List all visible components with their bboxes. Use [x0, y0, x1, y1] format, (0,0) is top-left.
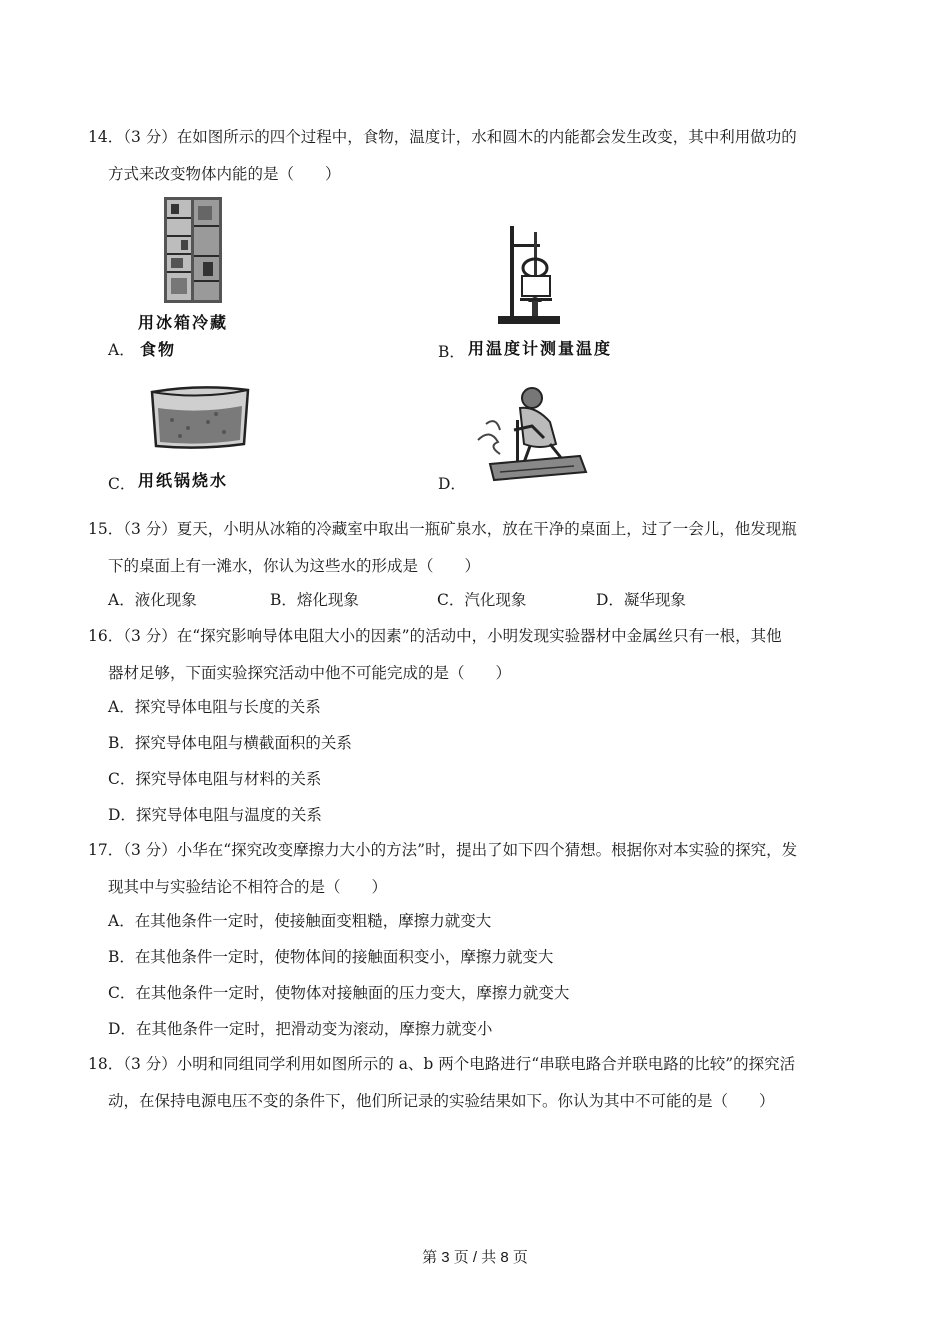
option-a-caption-line2: 食物: [140, 340, 177, 359]
option-c-label: C．: [108, 475, 136, 493]
q15-option-c: C．汽化现象: [437, 591, 527, 609]
q17-stem-line1: 17．（3 分）小华在“探究改变摩擦力大小的方法”时，提出了如下四个猜想。根据你对本实验的探究，发: [88, 841, 798, 859]
q14-stem-line2: 方式来改变物体内能的是（ ）: [108, 165, 341, 183]
q15-option-d: D．凝华现象: [596, 591, 686, 609]
paper-pot-figure: [148, 384, 252, 452]
refrigerator-figure: [163, 196, 223, 304]
option-b-caption: 用温度计测量温度: [468, 339, 613, 358]
q17-stem-line2: 现其中与实验结论不相符合的是（ ）: [108, 878, 388, 896]
option-a-label: A．: [108, 341, 135, 359]
fire-drilling-figure: [470, 380, 594, 488]
q16-option-d: D．探究导体电阻与温度的关系: [108, 806, 322, 824]
q15-stem-line2: 下的桌面上有一滩水，你认为这些水的形成是（ ）: [108, 557, 481, 575]
q15-option-a: A．液化现象: [108, 591, 197, 609]
q16-stem-line2: 器材足够，下面实验探究活动中他不可能完成的是（ ）: [108, 664, 512, 682]
q17-option-a: A．在其他条件一定时，使接触面变粗糙，摩擦力就变大: [108, 912, 492, 930]
q16-stem-line1: 16．（3 分）在“探究影响导体电阻大小的因素”的活动中，小明发现实验器材中金属丝只有一根，其他: [88, 627, 782, 645]
option-d-label: D．: [438, 475, 466, 493]
thermometer-stand-figure: [498, 224, 560, 326]
q15-option-b: B．熔化现象: [270, 591, 359, 609]
q14-stem-line1: 14．（3 分）在如图所示的四个过程中，食物，温度计，水和圆木的内能都会发生改变，其中利用做功的: [88, 128, 797, 146]
q17-option-c: C．在其他条件一定时，使物体对接触面的压力变大，摩擦力就变大: [108, 984, 570, 1002]
option-c-caption: 用纸锅烧水: [138, 471, 229, 490]
option-a-caption-line1: 用冰箱冷藏: [138, 313, 229, 332]
option-b-label: B．: [438, 343, 465, 361]
q15-stem-line1: 15．（3 分）夏天，小明从冰箱的冷藏室中取出一瓶矿泉水，放在干净的桌面上，过了一会儿，他发现瓶: [88, 520, 797, 538]
q16-option-b: B．探究导体电阻与横截面积的关系: [108, 734, 352, 752]
q16-option-c: C．探究导体电阻与材料的关系: [108, 770, 322, 788]
q17-option-d: D．在其他条件一定时，把滑动变为滚动，摩擦力就变小: [108, 1020, 493, 1038]
q16-option-a: A．探究导体电阻与长度的关系: [108, 698, 321, 716]
q18-stem-line1: 18．（3 分）小明和同组同学利用如图所示的 a、b 两个电路进行“串联电路合并联电路的比较”的探究活: [88, 1055, 796, 1073]
page-footer: 第 3 页 / 共 8 页: [422, 1249, 528, 1266]
q18-stem-line2: 动，在保持电源电压不变的条件下，他们所记录的实验结果如下。你认为其中不可能的是（ ）: [108, 1092, 775, 1110]
q17-option-b: B．在其他条件一定时，使物体间的接触面积变小，摩擦力就变大: [108, 948, 554, 966]
